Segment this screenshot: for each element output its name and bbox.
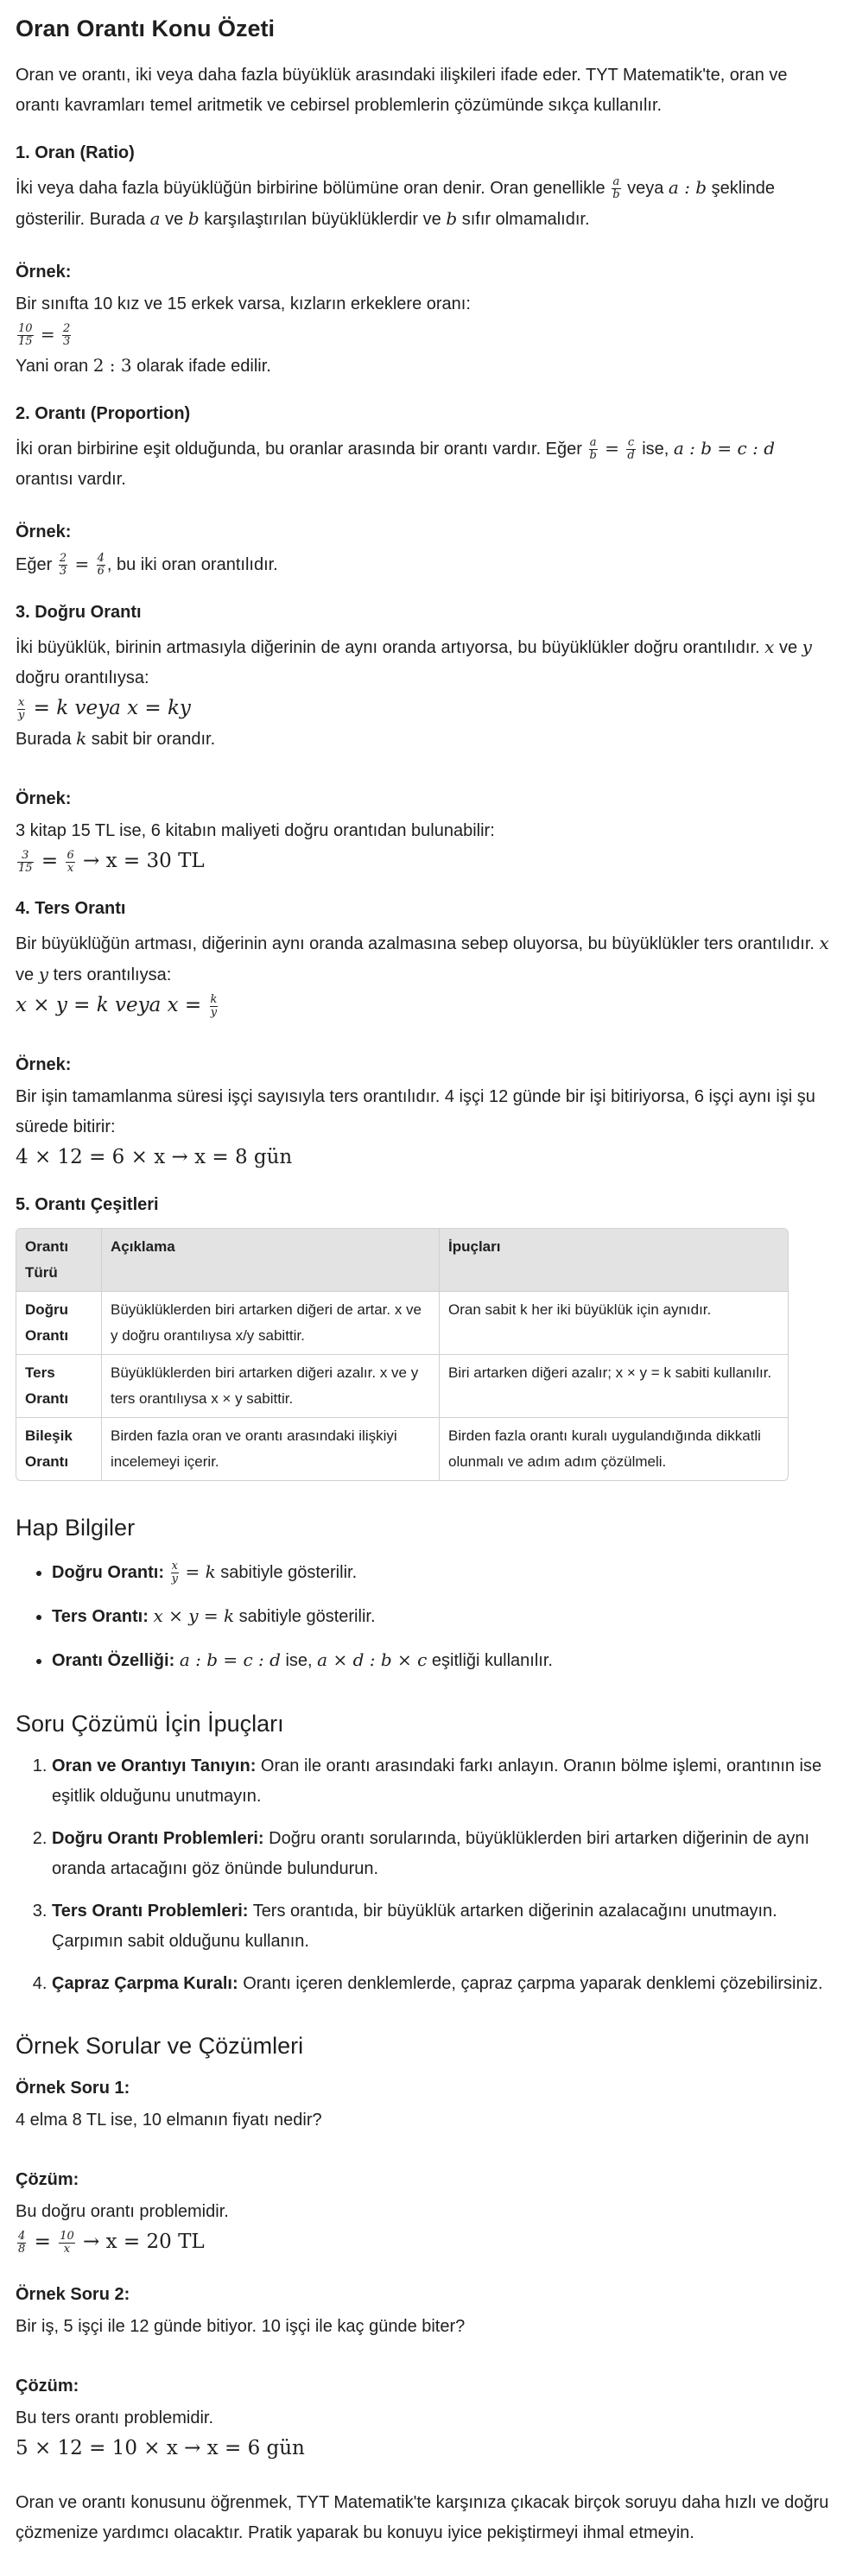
section-ters-oranti-heading: 4. Ters Orantı xyxy=(16,899,126,918)
math-a: a xyxy=(149,208,161,229)
example-text: Eğer $\frac{2}{3}$ = $\frac{4}{6}$ , bu iki oran orantılıdır. xyxy=(16,552,278,579)
hap-bilgiler-heading: Hap Bilgiler xyxy=(16,1515,136,1541)
math-text: = k veya x = ky xyxy=(33,697,191,719)
list-item xyxy=(52,1751,830,1812)
example-formula: 4 × 12 = 6 × x → x = 8 gün xyxy=(16,1146,293,1168)
section-oranti-cesitleri-heading: 5. Orantı Çeşitleri xyxy=(16,1195,159,1214)
text-span: , bu iki oran orantılıdır. xyxy=(106,555,278,574)
solution-text: Bu doğru orantı problemidir. xyxy=(16,2202,229,2221)
math-text: = k xyxy=(185,1561,216,1582)
example-conclusion xyxy=(16,351,830,382)
math-b: b xyxy=(446,208,458,229)
inverse-proportion-formula: x × y = k veya x = $\frac{k}{y}$ xyxy=(16,992,218,1019)
math-proportion: a : b = c : d xyxy=(673,438,775,459)
ornek-sorular-heading: Örnek Sorular ve Çözümleri xyxy=(16,2033,304,2059)
table-cell: Oran sabit k her iki büyüklük için aynıdır. xyxy=(440,1291,788,1354)
example-label: Örnek: xyxy=(16,1055,72,1074)
text-span: ters orantılıysa: xyxy=(53,965,172,984)
table-cell: Büyüklüklerden biri artarken diğeri azalır. x ve y ters orantılıysa x × y sabittir. xyxy=(102,1354,440,1417)
table-row xyxy=(16,1291,788,1354)
list-item xyxy=(52,1824,830,1884)
direct-proportion-formula: $\frac{x}{y}$ = k veya x = ky xyxy=(18,695,191,722)
bold-label: Orantı Özelliği: xyxy=(52,1651,175,1670)
text-span: eşitliği kullanılır. xyxy=(431,1651,553,1670)
math-text: a × d : b × c xyxy=(317,1649,428,1670)
bold-label: Ters Orantı Problemleri: xyxy=(52,1902,249,1921)
text-span: sabitiyle gösterilir. xyxy=(220,1563,358,1582)
solution-formula: 5 × 12 = 10 × x → x = 6 gün xyxy=(16,2437,305,2459)
table-cell: Büyüklüklerden biri artarken diğeri de artar. x ve y doğru orantılıysa x/y sabittir. xyxy=(102,1291,440,1354)
text-span: Yani oran xyxy=(16,357,89,376)
math-text: x × y = k veya x = xyxy=(16,994,202,1016)
section-oran-paragraph xyxy=(16,173,830,235)
math-text: a : b = c : d xyxy=(179,1649,281,1670)
section-dogru-oranti-heading: 3. Doğru Orantı xyxy=(16,603,142,622)
text-span: sabitiyle gösterilir. xyxy=(238,1607,376,1626)
question-text: Bir iş, 5 işçi ile 12 günde bitiyor. 10 işçi ile kaç günde biter? xyxy=(16,2317,466,2336)
section-oranti-heading: 2. Orantı (Proportion) xyxy=(16,404,191,423)
text-span: İki büyüklük, birinin artmasıyla diğerinin de aynı oranda artıyorsa, bu büyüklükler doğru orantılıdır. xyxy=(16,638,760,657)
bold-label: Oran ve Orantıyı Tanıyın: xyxy=(52,1756,257,1775)
table-cell: Doğru Orantı xyxy=(16,1291,102,1354)
table-cell: Birden fazla orantı kuralı uygulandığında dikkatli olunmalı ve adım adım çözülmeli. xyxy=(440,1417,788,1480)
table-header: Açıklama xyxy=(102,1229,440,1291)
math-text: x × y = k xyxy=(153,1605,235,1626)
text-span: Doğru orantı sorularında, büyüklüklerden biri artarken diğerinin de aynı oranda artacağını göz önünde bulundurun. xyxy=(52,1829,810,1878)
math-b: b xyxy=(187,208,200,229)
text-span: orantısı vardır. xyxy=(16,470,126,489)
text-span: Eğer xyxy=(16,555,53,574)
section-ters-paragraph: Bir büyüklüğün artması, diğerinin aynı oranda azalmasına sebep oluyorsa, bu büyüklükler ters orantılıdır. x ve y ters orantılıysa: xyxy=(16,933,829,984)
text-span: ise, xyxy=(642,440,669,459)
table-row xyxy=(16,1417,788,1480)
solution-text: Bu ters orantı problemidir. xyxy=(16,2408,213,2427)
text-span: karşılaştırılan büyüklüklerdir ve xyxy=(204,210,441,229)
text-span: Bir büyüklüğün artması, diğerinin aynı oranda azalmasına sebep oluyorsa, bu büyüklükler ters orantılıdır. xyxy=(16,934,815,953)
section-dogru-paragraph: İki büyüklük, birinin artmasıyla diğerinin de aynı oranda artıyorsa, bu büyüklükler doğru orantılıdır. x ve y doğru orantılıysa: xyxy=(16,636,812,687)
page-title: Oran Orantı Konu Özeti xyxy=(16,16,276,41)
intro-paragraph: Oran ve orantı, iki veya daha fazla büyüklük arasındaki ilişkileri ifade eder. TYT Matematik'te, oran ve orantı kavramları temel aritmetik ve cebirsel problemlerin çözümünde sıkça kullanılır. xyxy=(16,66,788,115)
solution-label: Çözüm: xyxy=(16,2377,79,2396)
proportion-types-table xyxy=(16,1228,789,1481)
example-formula: $\frac{10}{15}$ = $\frac{2}{3}$ xyxy=(18,322,71,349)
question-text: 4 elma 8 TL ise, 10 elmanın fiyatı nedir? xyxy=(16,2111,322,2130)
table-cell: Ters Orantı xyxy=(16,1354,102,1417)
math-ratio: 2 : 3 xyxy=(92,355,132,376)
list-item xyxy=(52,1643,830,1677)
text-span: sıfır olmamalıdır. xyxy=(461,210,590,229)
example-label: Örnek: xyxy=(16,263,72,282)
question-label: Örnek Soru 1: xyxy=(16,2079,130,2098)
ipuclari-list xyxy=(16,1751,830,1999)
section-dogru-note: Burada k sabit bir orandır. xyxy=(16,728,216,749)
text-span: Burada xyxy=(16,730,72,749)
text-span: ve xyxy=(16,965,35,984)
text-span: Ters orantıda, bir büyüklük artarken diğerinin azalacağını unutmayın. Çarpımın sabit olduğunu kullanın. xyxy=(52,1902,777,1951)
example-formula: $\frac{3}{15}$ = $\frac{6}{x}$ → x = 30 TL xyxy=(18,848,205,875)
text-span: şeklinde gösterilir. Burada xyxy=(16,179,776,229)
table-cell: Birden fazla oran ve orantı arasındaki ilişkiyi incelemeyi içerir. xyxy=(102,1417,440,1480)
example-text: 3 kitap 15 TL ise, 6 kitabın maliyeti doğru orantıdan bulunabilir: xyxy=(16,821,495,840)
table-header: İpuçları xyxy=(440,1229,788,1291)
text-span: Oran ile orantı arasındaki farkı anlayın. Oranın bölme işlemi, orantının ise eşitlik olduğunu unutmayın. xyxy=(52,1756,822,1806)
list-item xyxy=(52,1599,830,1633)
text-span: veya xyxy=(627,179,664,198)
bold-label: Doğru Orantı: xyxy=(52,1563,164,1582)
text-span: İki oran birbirine eşit olduğunda, bu oranlar arasında bir orantı vardır. Eğer xyxy=(16,440,582,459)
text-span: ise, xyxy=(285,1651,313,1670)
solution-label: Çözüm: xyxy=(16,2170,79,2189)
text-span: ve xyxy=(778,638,798,657)
table-cell: Biri artarken diğeri azalır; x × y = k sabiti kullanılır. xyxy=(440,1354,788,1417)
math-a-colon-b: a : b xyxy=(668,177,707,198)
table-header: Orantı Türü xyxy=(16,1229,102,1291)
solution-formula: $\frac{4}{8}$ = $\frac{10}{x}$ → x = 20 TL xyxy=(18,2229,205,2256)
table-row xyxy=(16,1354,788,1417)
example-label: Örnek: xyxy=(16,522,72,541)
math-text: → x = 30 TL xyxy=(83,850,205,872)
ipuclari-heading: Soru Çözümü İçin İpuçları xyxy=(16,1711,284,1737)
fraction-a-over-b: $\frac{a}{b}$ xyxy=(612,175,620,202)
fraction: $\frac{c}{d}$ xyxy=(627,436,635,463)
math-text: → x = 20 TL xyxy=(83,2231,205,2253)
section-oran-heading: 1. Oran (Ratio) xyxy=(16,143,135,162)
list-item xyxy=(52,1969,830,1999)
section-oranti-paragraph: İki oran birbirine eşit olduğunda, bu oranlar arasında bir orantı vardır. Eğer $\frac{a}{b}$ = $\frac{c}{d}$ ise, a : b = c : d orantısı vardır. xyxy=(16,436,775,489)
bold-label: Ters Orantı: xyxy=(52,1607,149,1626)
table-cell: Bileşik Orantı xyxy=(16,1417,102,1480)
text-span: doğru orantılıysa: xyxy=(16,668,149,687)
text-span: Orantı içeren denklemlerde, çapraz çarpma yaparak denklemi çözebilirsiniz. xyxy=(243,1974,823,1993)
bold-label: Doğru Orantı Problemleri: xyxy=(52,1829,264,1848)
example-label: Örnek: xyxy=(16,789,72,808)
hap-bilgiler-list xyxy=(16,1555,830,1677)
question-label: Örnek Soru 2: xyxy=(16,2285,130,2304)
bold-label: Çapraz Çarpma Kuralı: xyxy=(52,1974,238,1993)
text-span: olarak ifade edilir. xyxy=(136,357,271,376)
text-span: sabit bir orandır. xyxy=(91,730,216,749)
closing-paragraph: Oran ve orantı konusunu öğrenmek, TYT Matematik'te karşınıza çıkacak birçok soruyu daha hızlı ve doğru çözmenize yardımcı olacaktır. Pratik yaparak bu konuyu iyice pekiştirmeyi ihmal etmeyin. xyxy=(16,2493,829,2542)
text-span: ve xyxy=(165,210,184,229)
text-span: İki veya daha fazla büyüklüğün birbirine bölümüne oran denir. Oran genellikle xyxy=(16,179,606,198)
example-text: Bir sınıfta 10 kız ve 15 erkek varsa, kızların erkeklere oranı: xyxy=(16,294,471,313)
example-text: Bir işin tamamlanma süresi işçi sayısıyla ters orantılıdır. 4 işçi 12 günde bir işi bitiriyorsa, 6 işçi aynı işi şu sürede bitirir: xyxy=(16,1087,815,1136)
list-item xyxy=(52,1896,830,1957)
fraction: $\frac{a}{b}$ xyxy=(589,436,597,463)
list-item: • Doğru Orantı: $\frac{x}{y}$ = k sabitiyle gösterilir. xyxy=(52,1555,830,1589)
